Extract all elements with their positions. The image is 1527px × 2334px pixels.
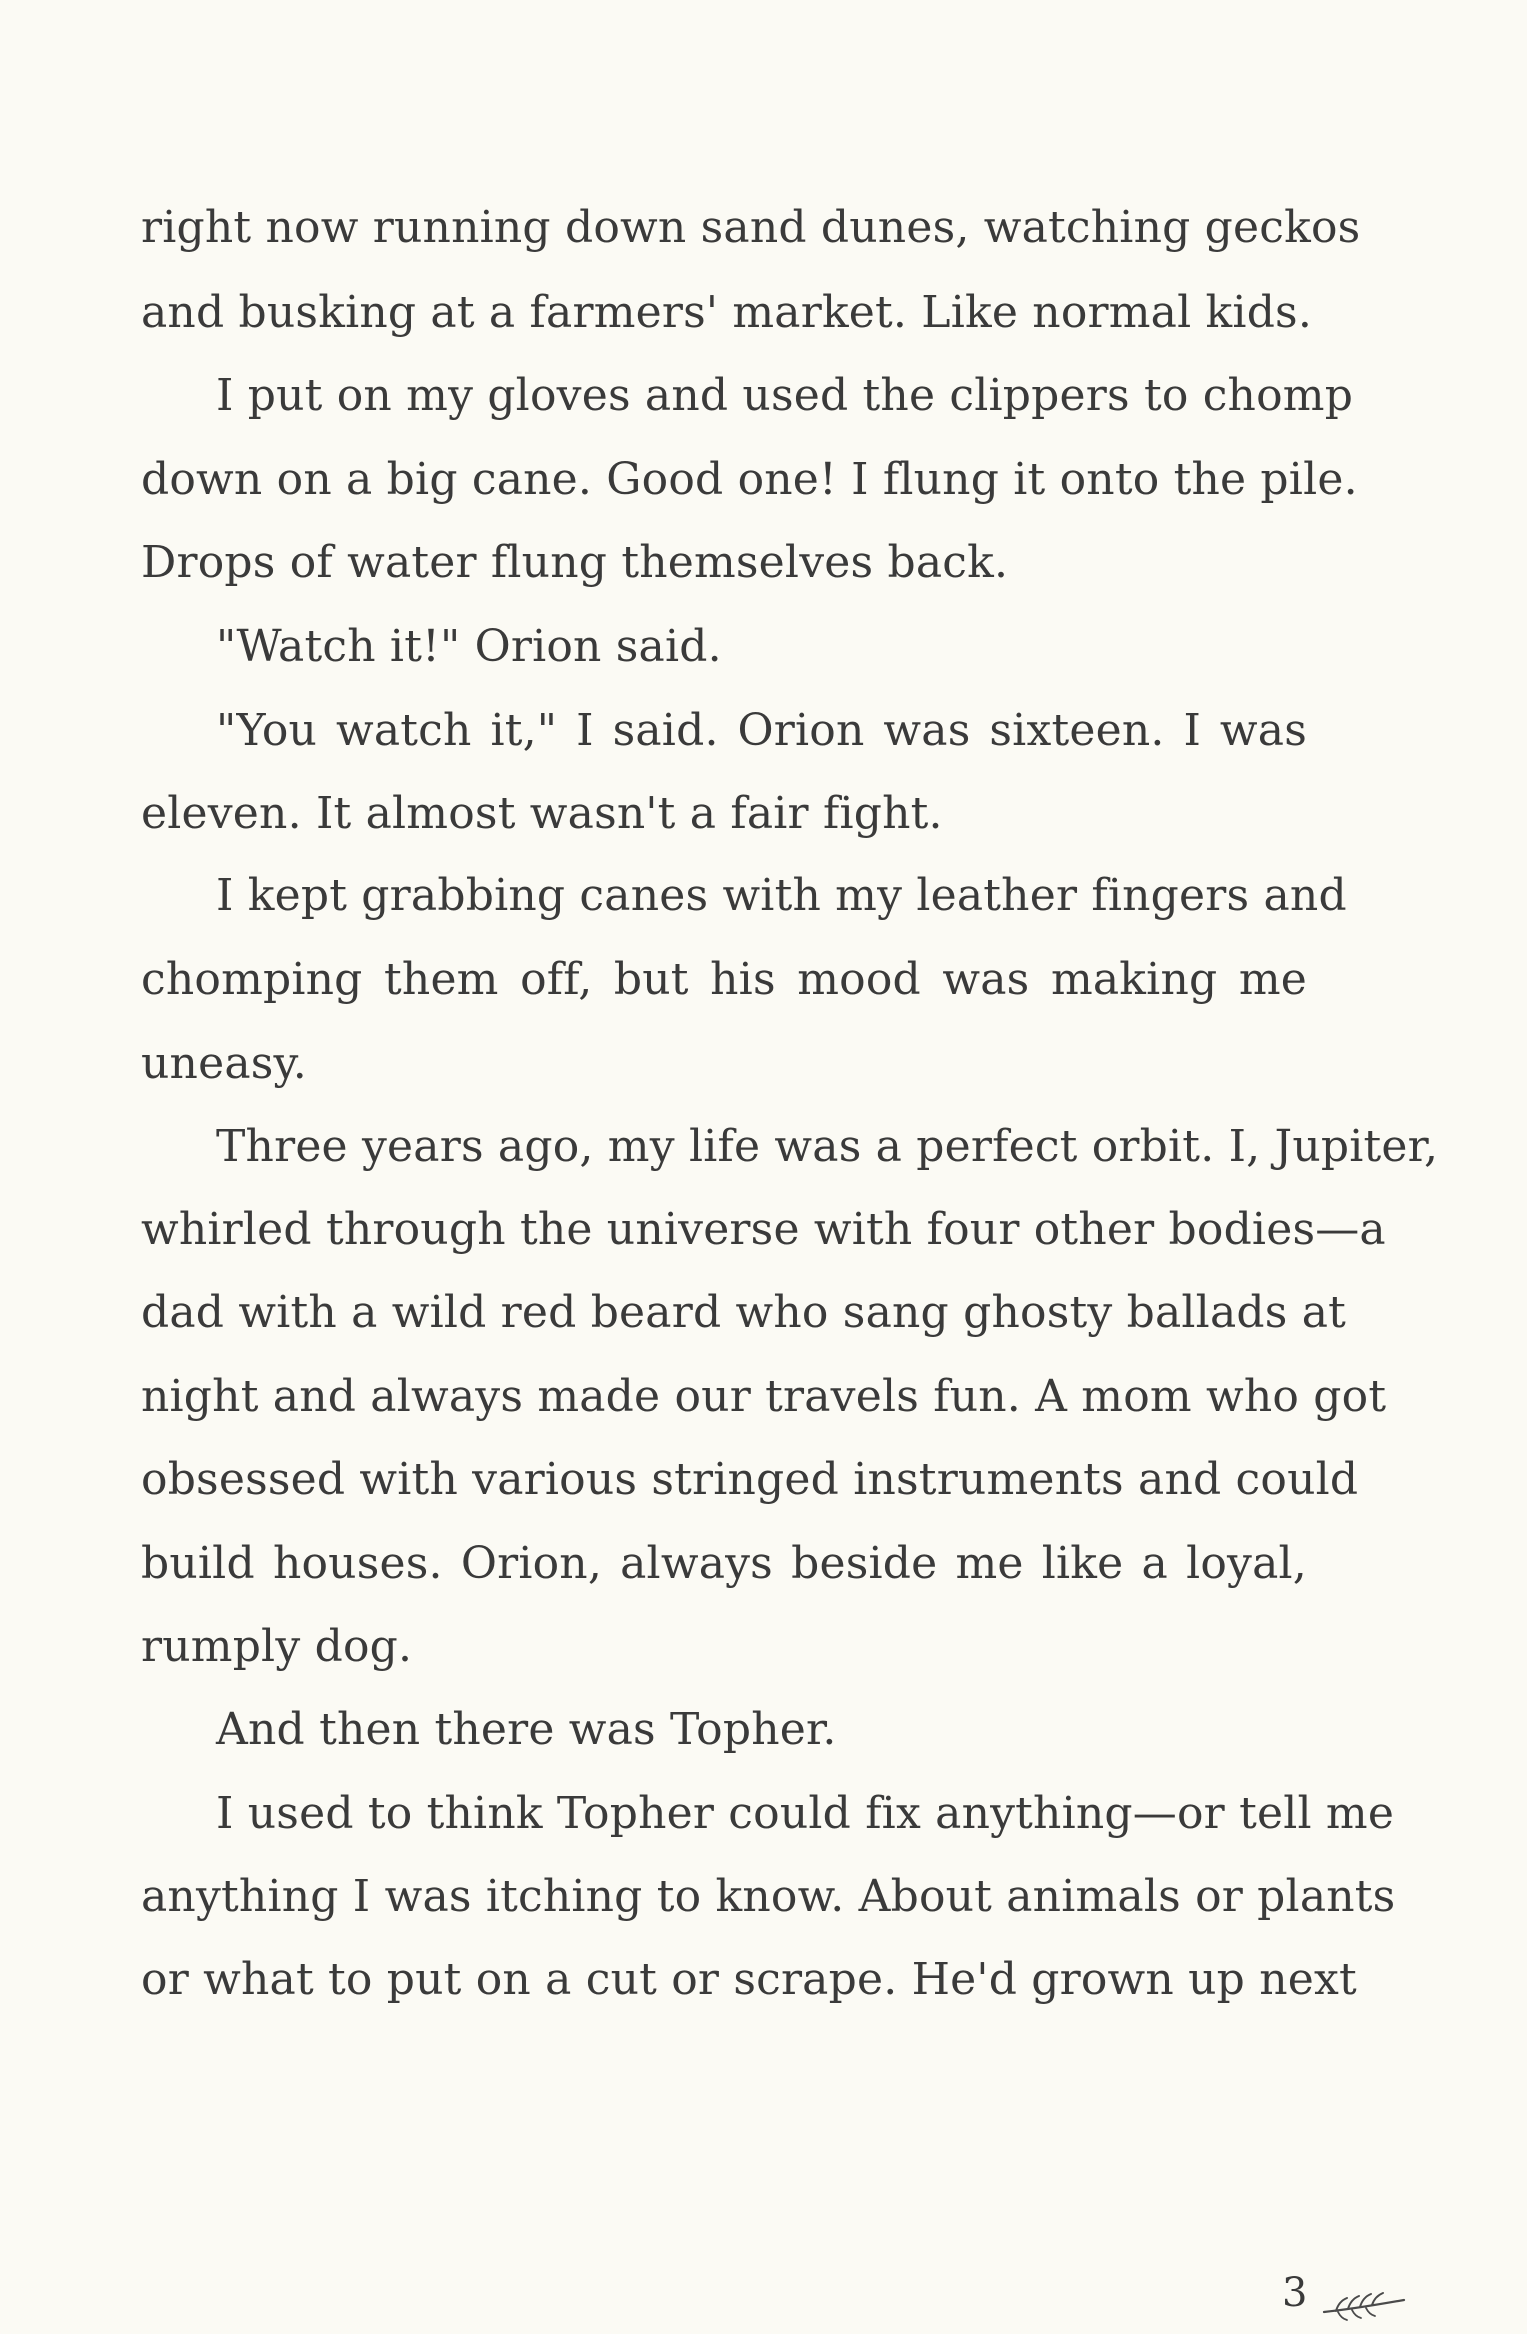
text-line: I used to think Topher could fix anything—or tell me: [216, 1788, 1395, 1839]
text-line: night and always made our travels fun. A mom who got: [141, 1371, 1387, 1422]
leaf-sprig-icon: [1320, 2286, 1410, 2326]
text-line: right now running down sand dunes, watching geckos: [141, 202, 1361, 253]
text-line: eleven. It almost wasn't a fair fight.: [141, 788, 943, 839]
text-line: rumply dog.: [141, 1621, 413, 1672]
text-line: chomping them off, but his mood was making me: [141, 954, 1307, 1005]
text-line: I kept grabbing canes with my leather fingers and: [216, 870, 1347, 921]
page-number: 3: [1282, 2270, 1308, 2316]
text-line: Three years ago, my life was a perfect orbit. I, Jupiter,: [216, 1121, 1439, 1172]
text-line: and busking at a farmers' market. Like normal kids.: [141, 287, 1313, 338]
text-line: anything I was itching to know. About animals or plants: [141, 1871, 1396, 1922]
text-line: "Watch it!" Orion said.: [216, 621, 722, 672]
text-line: Drops of water flung themselves back.: [141, 537, 1009, 588]
text-line: I put on my gloves and used the clippers to chomp: [216, 370, 1354, 421]
text-line: "You watch it," I said. Orion was sixteen. I was: [216, 705, 1307, 756]
text-line: obsessed with various stringed instruments and could: [141, 1454, 1359, 1505]
text-line: uneasy.: [141, 1038, 307, 1089]
text-line: or what to put on a cut or scrape. He'd grown up next: [141, 1954, 1357, 2005]
text-line: whirled through the universe with four other bodies—a: [141, 1204, 1386, 1255]
text-line: build houses. Orion, always beside me like a loyal,: [141, 1538, 1307, 1589]
text-line: And then there was Topher.: [216, 1704, 837, 1755]
text-line: dad with a wild red beard who sang ghosty ballads at: [141, 1287, 1347, 1338]
text-line: down on a big cane. Good one! I flung it onto the pile.: [141, 454, 1358, 505]
